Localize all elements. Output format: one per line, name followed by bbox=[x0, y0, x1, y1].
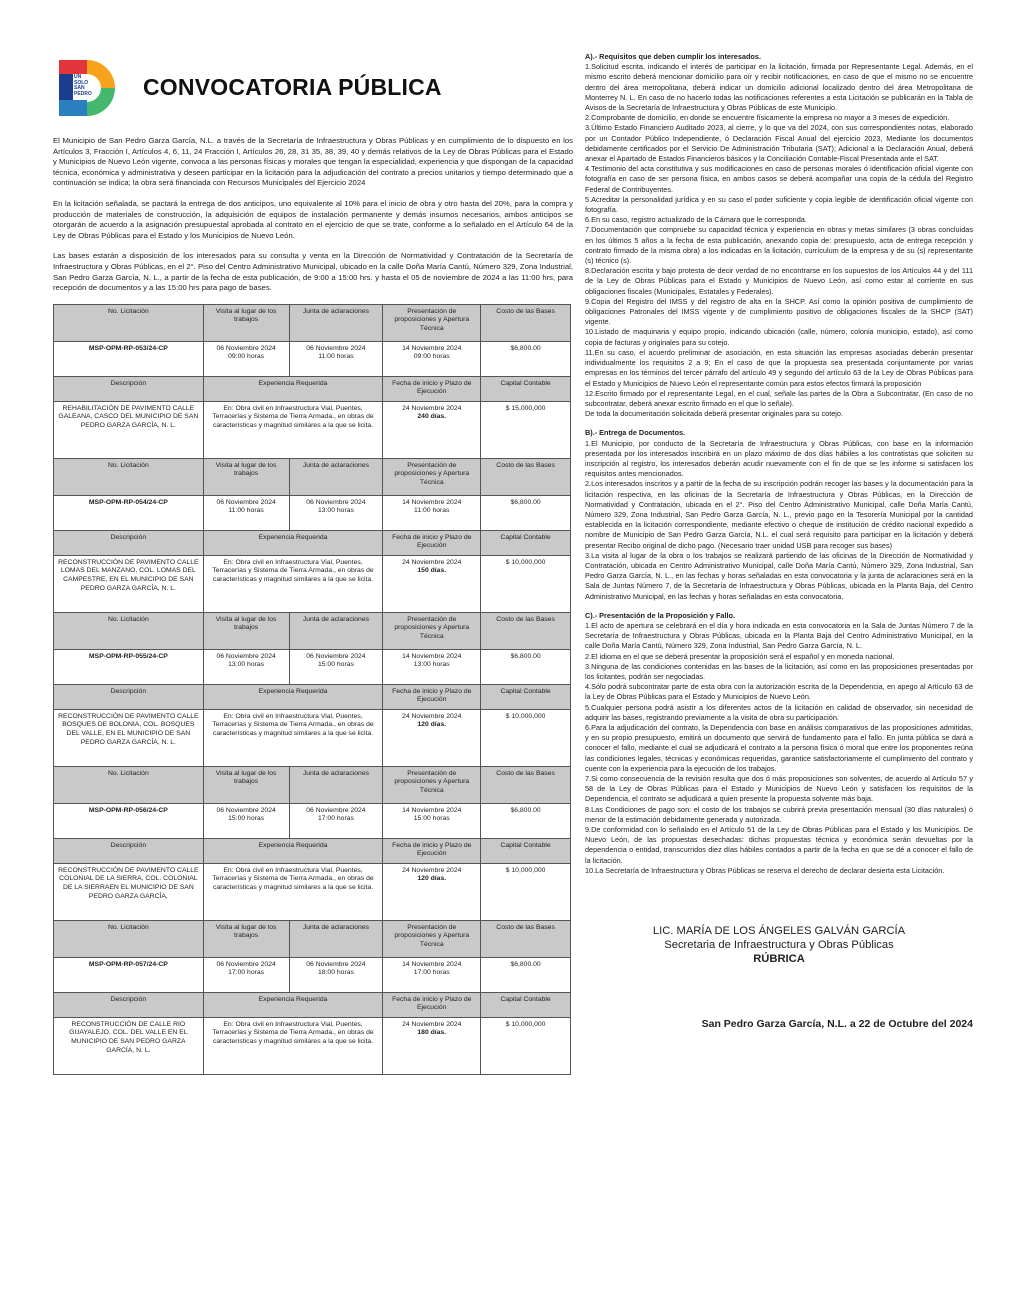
plazo-ejecucion: 150 días. bbox=[417, 567, 447, 575]
section-item: 10.Listado de maquinaria y equipo propio, indicando ubicación (calle, número, colonia municipio, estado), así como copia de facturas y originales para su cotejo. bbox=[585, 327, 973, 347]
costo-bases: $6,800.00 bbox=[481, 957, 571, 992]
header-fecha: Fecha de inicio y Plazo de Ejecución bbox=[383, 992, 481, 1017]
header-descripcion: Descripción bbox=[54, 992, 204, 1017]
table-row bbox=[54, 863, 571, 920]
table-row bbox=[54, 401, 571, 458]
costo-bases: $6,800.00 bbox=[481, 495, 571, 530]
fecha-inicio: 24 Noviembre 2024 180 días. bbox=[383, 1017, 481, 1074]
header-costo: Costo de las Bases bbox=[481, 458, 571, 495]
table-header-row bbox=[54, 304, 571, 341]
header-presentacion: Presentación de proposiciones y Apertura Técnica bbox=[383, 304, 481, 341]
experiencia: En: Obra civil en Infraestructura Vial, Puentes, Terracerías y Sistema de Tierra Armada., en obras de características y magnitud similares a la que se licita. bbox=[203, 401, 383, 458]
section-item: 1.Solicitud escrita, indicando el interés de participar en la licitación, firmada por Representante Legal. Además, en el mismo escrito deberá mencionar domicilio para oír y recibir notificaciones, en caso de que el mismo no se encuentre dentro del área metropolitana, deberá indicar un domicilio adicional localizado dentro del área Metropolitana de Monterrey N. L. En caso de no hacerlo todas las notificaciones referentes a esta Licitación se publicarán en la Tabla de Avisos de la Secretaría de Infraestructura y Obras Públicas de este Municipio. bbox=[585, 62, 973, 113]
licitacion-number: MSP-OPM-RP-053/24-CP bbox=[54, 341, 204, 376]
header-costo: Costo de las Bases bbox=[481, 612, 571, 649]
header-visita: Visita al lugar de los trabajos bbox=[203, 304, 289, 341]
section-item: 8.Declaración escrita y bajo protesta de decir verdad de no encontrarse en los supuestos de los Artículos 44 y del 111 de la Ley de Obras Públicas para el Estado y Municipios de Nuevo León, así como estar al corriente en sus obligaciones fiscales (Municipales, Estatales y Federales). bbox=[585, 266, 973, 296]
visita-date: 06 Noviembre 2024 13:00 horas bbox=[203, 649, 289, 684]
section-item: 5.Cualquier persona podrá asistir a los diferentes actos de la licitación en calidad de observador, sin necesidad de adquirir las bases, registrando previamente a la visita de obra su participación. bbox=[585, 702, 973, 722]
section-item: 2.El idioma en el que se deberá presentar la proposición será el español y en moneda nacional. bbox=[585, 651, 895, 661]
fecha-inicio: 24 Noviembre 2024 150 días. bbox=[383, 555, 481, 612]
header-junta: Junta de aclaraciones bbox=[289, 612, 383, 649]
header-experiencia: Experiencia Requerida bbox=[203, 992, 383, 1017]
section-item: 2.Comprobante de domicilio, en donde se encuentre físicamente la empresa no mayor a 3 meses de expedición. bbox=[585, 113, 950, 123]
header-experiencia: Experiencia Requerida bbox=[203, 684, 383, 709]
header-capital: Capital Contable bbox=[481, 838, 571, 863]
intro-paragraph-1: El Municipio de San Pedro Garza García, N.L. a través de la Secretaría de Infraestructura y Obras Públicas y en cumplimiento de lo dispuesto en los Artículos 3, Fracción I, Artículos 4, 6, 11, 24 Fracción I, Artículos 26, 28, 31 35, 38, 39, 40 y demás relativos de la Ley de Obras Públicas para el Estado y Municipios de Nuevo León vigente, convoca a las personas físicas y morales que tengan la especialidad, experiencia y que dispongan de la capacidad técnica, económica y administrativa y deseen participar en la licitación para la adjudicación del contrato a precios unitarios y tiempo determinado que a continuación se indica; la obra será financiada con Recursos Municipales del Ejercicio 2024 bbox=[53, 136, 573, 188]
capital-contable: $ 10,000,000 bbox=[481, 555, 571, 612]
requirements-sections bbox=[585, 52, 973, 876]
intro-paragraph-2: En la licitación señalada, se pactará la entrega de dos anticipos, uno equivalente al 10% para el inicio de obra y otro hasta del 20%, para la compra y producción de materiales de construcción, la adquisición de equipos de instalación permanente y demás insumos necesarios, ambos anticipos se otorgarán de acuerdo a la asignación presupuestal aprobada al contrato en el ejercicio de que se trate, conforme a lo señalado en el Artículo 64 de la Ley de Obras Públicas para el Estado y los Municipios de Nuevo León. bbox=[53, 198, 573, 240]
section-item: 1.El acto de apertura se celebrará en el día y hora indicada en esta convocatoria en la Sala de Juntas Número 7 de la Secretaría de Infraestructura y Obras Públicas, ubicada en la Planta Baja del Centro Administrativo Municipal, en la calle Doña María Cantú, Número 329, Zona Industrial, San Pedro Garza García, N. L. bbox=[585, 620, 973, 651]
header-capital: Capital Contable bbox=[481, 992, 571, 1017]
section-item: 8.Las Condiciones de pago son: el costo de los trabajos se cubrirá previa presentación mensual (30 días naturales) ó menor de la estimación debidamente generada y autorizada. bbox=[585, 804, 973, 824]
descripcion: RECONSTRUCCIÓN DE CALLE RIO GUAYALEJO, COL. DEL VALLE EN EL MUNICIPIO DE SAN PEDRO GARZA GARCÍA, N. L. bbox=[54, 1017, 204, 1074]
header-capital: Capital Contable bbox=[481, 530, 571, 555]
section-item: 12.Escrito firmado por el representante Legal, en el cual, señale las partes de la Obra a Subcontratar, (En caso de no subcontratar, deberá anexar escrito firmado en el que lo señale). bbox=[585, 388, 973, 408]
header bbox=[53, 52, 573, 122]
section-item: 9.Copia del Registro del IMSS y del registro de alta en la SHCP. Así como la opinión positiva de cumplimiento de obligaciones Patronales del IMSS vigente y de cumplimiento positivo de obligaciones fiscales de la SHCP (SAT) vigente. bbox=[585, 296, 973, 327]
table-row bbox=[54, 555, 571, 612]
section-item: 9.De conformidad con lo señalado en el Artículo 51 de la Ley de Obras Públicas para el Estado y los Municipios. De Nuevo León, de las propuestas desechadas: dichas propuestas técnica y económica serán devueltas por la dependencia o entidad, transcurridos diez días hábiles contados a partir de la fecha en que se dé a conocer el fallo de la licitación. bbox=[585, 825, 973, 865]
header-descripcion: Descripción bbox=[54, 838, 204, 863]
header-descripcion: Descripción bbox=[54, 684, 204, 709]
visita-date: 06 Noviembre 2024 11:00 horas bbox=[203, 495, 289, 530]
header-junta: Junta de aclaraciones bbox=[289, 458, 383, 495]
header-descripcion: Descripción bbox=[54, 376, 204, 401]
table-header-row bbox=[54, 992, 571, 1017]
plazo-ejecucion: 240 días. bbox=[417, 413, 447, 421]
signatory-name: LIC. MARÍA DE LOS ÁNGELES GALVÁN GARCÍA bbox=[652, 925, 906, 938]
junta-date: 06 Noviembre 2024 11:00 horas bbox=[289, 341, 383, 376]
signature-block bbox=[585, 924, 973, 966]
section-item: 3.La visita al lugar de la obra o los trabajos se realizará partiendo de las oficinas de la Dirección de Normatividad y Contratación, ubicada en Centro Administrativo Municipal, calle Doña María Cantú, Número 329, Zona Industrial, San Pedro Garza García, N. L., en las fechas y horas señaladas en esta convocatoria y la junta de aclaraciones será en la Sala de Juntas Número 7, de la Secretaría de Infraestructura y Obras Públicas, ubicada en la Planta Baja, del Centro Administrativo Municipal, en las fechas y horas señaladas en esta convocatoria. bbox=[585, 550, 973, 601]
junta-date: 06 Noviembre 2024 17:00 horas bbox=[289, 803, 383, 838]
section-title: C).- Presentación de la Proposición y Fallo. bbox=[585, 610, 736, 620]
table-row bbox=[54, 957, 571, 992]
header-presentacion: Presentación de proposiciones y Apertura Técnica bbox=[383, 458, 481, 495]
fecha-inicio: 24 Noviembre 2024 120 días. bbox=[383, 709, 481, 766]
header-no-licitacion: No. Licitación bbox=[54, 458, 204, 495]
section-item: De toda la documentación solicitada deberá presentar originales para su cotejo. bbox=[585, 409, 843, 419]
licitacion-number: MSP-OPM-RP-056/24-CP bbox=[54, 803, 204, 838]
fecha-inicio: 24 Noviembre 2024 240 días. bbox=[383, 401, 481, 458]
presentacion-date: 14 Noviembre 2024 17:00 horas bbox=[383, 957, 481, 992]
table-row bbox=[54, 1017, 571, 1074]
section-item: 5.Acreditar la personalidad jurídica y en su caso el poder suficiente y copia legible de identificación oficial vigente con fotografía. bbox=[585, 194, 973, 215]
experiencia: En: Obra civil en Infraestructura Vial, Puentes, Terracerías y Sistema de Tierra Armada., en obras de características y magnitud similares a la que se licita. bbox=[203, 863, 383, 920]
visita-date: 06 Noviembre 2024 09:00 horas bbox=[203, 341, 289, 376]
header-presentacion: Presentación de proposiciones y Apertura Técnica bbox=[383, 766, 481, 803]
visita-date: 06 Noviembre 2024 17:00 horas bbox=[203, 957, 289, 992]
licitacion-number: MSP-OPM-RP-055/24-CP bbox=[54, 649, 204, 684]
section-title: B).- Entrega de Documentos. bbox=[585, 428, 686, 438]
costo-bases: $6,800.00 bbox=[481, 341, 571, 376]
experiencia: En: Obra civil en Infraestructura Vial, Puentes, Terracerías y Sistema de Tierra Armada., en obras de características y magnitud similares a la que se licita. bbox=[203, 1017, 383, 1074]
header-fecha: Fecha de inicio y Plazo de Ejecución bbox=[383, 376, 481, 401]
table-header-row bbox=[54, 530, 571, 555]
section-item: 3.Ninguna de las condiciones contenidas en las bases de la licitación, así como en las proposiciones presentadas por los licitantes, podrán ser negociadas. bbox=[585, 661, 973, 681]
section-item: 4.Testimonio del acta constitutiva y sus modificaciones en caso de personas morales ó identificación oficial vigente con fotografía en caso de ser persona física, en ambos casos se deberá acompañar una copia de la cédula del Registro Federal de Contribuyentes. bbox=[585, 164, 973, 194]
header-junta: Junta de aclaraciones bbox=[289, 304, 383, 341]
fecha-inicio: 24 Noviembre 2024 120 días. bbox=[383, 863, 481, 920]
costo-bases: $6,800.00 bbox=[481, 649, 571, 684]
place-date: San Pedro Garza García, N.L. a 22 de Octubre del 2024 bbox=[701, 1018, 973, 1031]
table-header-row bbox=[54, 376, 571, 401]
intro-paragraph-3: Las bases estarán a disposición de los interesados para su consulta y venta en la Dirección de Normatividad y Contratación de la Secretaría de Infraestructura y Obras Públicas, en el 2°. Piso del Centro Administrativo Municipal, ubicado en la calle Doña María Cantú, Número 329, Zona Industrial, San Pedro Garza García, N. L., a partir de la fecha de esta publicación, de 9:00 a 15:00 hrs. y hasta el 05 de noviembre de 2024 a las 11:00 hrs, para recepción de documentos y a las 15:00 hrs para pago de bases. bbox=[53, 251, 573, 293]
table-header-row bbox=[54, 684, 571, 709]
logo-text-4: PEDRO bbox=[74, 90, 92, 97]
junta-date: 06 Noviembre 2024 18:00 horas bbox=[289, 957, 383, 992]
licitaciones-table bbox=[53, 304, 571, 1075]
section-item: 6.En su caso, registro actualizado de la Cámara que le corresponda. bbox=[585, 215, 807, 225]
logo-text-3: SAN bbox=[74, 85, 85, 92]
table-header-row bbox=[54, 838, 571, 863]
header-no-licitacion: No. Licitación bbox=[54, 920, 204, 957]
plazo-ejecucion: 180 días. bbox=[417, 1029, 447, 1037]
licitacion-number: MSP-OPM-RP-057/24-CP bbox=[54, 957, 204, 992]
section-item: 6.Para la adjudicación del contrato, la Dependencia con base en análisis comparativos de las proposiciones admitidas, y en su propio presupuesto, emitirá un documento que servirá de fundamento para el fallo. En junta pública se dará a conocer el fallo, mediante el cual se adjudicará el contrato a la persona física ó moral que entre los proponentes reúna las condiciones legales, técnicas y económicas requeridas, garantice satisfactoriamente el cumplimiento del contrato y cuente con la experiencia para la ejecución de los trabajos. bbox=[585, 723, 973, 773]
section-item: 7.Si como consecuencia de la revisión resulta que dos ó más proposiciones son solventes, de acuerdo al Artículo 57 y 58 de la Ley de Obras Públicas para el Estado y Municipios de Nuevo León y satisfacen los requisitos de la Dependencia, el contrato se adjudicará a quien presente la propuesta solvente más baja. bbox=[585, 774, 973, 804]
section-item: 2.Los interesados inscritos y a partir de la fecha de su inscripción podrán recoger las bases y la documentación para la licitación respectiva, en las oficinas de la Secretaría de Infraestructura y Obras Públicas, en la Dirección de Normatividad y Contratación, ubicada en el 2°. Piso del Centro Administrativo Municipal, calle Doña María Cantú, Número 329, Zona Industrial, San Pedro Garza García, N. L., previo pago en la Tesorería Municipal por la cantidad establecida en la licitación correspondiente, mediante efectivo o cheque de institución de crédito nacional expedido a nombre de Municipio de San Pedro Garza García, N.L. el cual será requisito para participar en la licitación y deberá presentar Recibo original de dicho pago. (Necesario traer unidad USB para recoger sus bases) bbox=[585, 479, 973, 550]
plazo-ejecucion: 120 días. bbox=[417, 875, 447, 883]
header-costo: Costo de las Bases bbox=[481, 920, 571, 957]
left-column bbox=[53, 52, 573, 1075]
experiencia: En: Obra civil en Infraestructura Vial, Puentes, Terracerías y Sistema de Tierra Armada., en obras de características y magnitud similares a la que se licita. bbox=[203, 555, 383, 612]
header-descripcion: Descripción bbox=[54, 530, 204, 555]
header-visita: Visita al lugar de los trabajos bbox=[203, 766, 289, 803]
section-item: 4.Sólo podrá subcontratar parte de esta obra con la autorización escrita de la Dependencia, en apego al Artículo 63 de la Ley de Obras Públicas para el Estado y Municipios de Nuevo León. bbox=[585, 682, 973, 702]
table-row bbox=[54, 649, 571, 684]
table-header-row bbox=[54, 458, 571, 495]
presentacion-date: 14 Noviembre 2024 15:00 horas bbox=[383, 803, 481, 838]
junta-date: 06 Noviembre 2024 13:00 horas bbox=[289, 495, 383, 530]
table-row bbox=[54, 709, 571, 766]
section-title: A).- Requisitos que deben cumplir los interesados. bbox=[585, 52, 761, 61]
capital-contable: $ 10,000,000 bbox=[481, 709, 571, 766]
header-fecha: Fecha de inicio y Plazo de Ejecución bbox=[383, 530, 481, 555]
signatory-position: Secretaria de Infraestructura y Obras Públicas bbox=[664, 939, 894, 952]
presentacion-date: 14 Noviembre 2024 13:00 horas bbox=[383, 649, 481, 684]
plazo-ejecucion: 120 días. bbox=[417, 721, 447, 729]
header-no-licitacion: No. Licitación bbox=[54, 612, 204, 649]
header-presentacion: Presentación de proposiciones y Apertura Técnica bbox=[383, 612, 481, 649]
header-presentacion: Presentación de proposiciones y Apertura Técnica bbox=[383, 920, 481, 957]
header-experiencia: Experiencia Requerida bbox=[203, 838, 383, 863]
section-item: 1.El Municipio, por conducto de la Secretaría de Infraestructura y Obras Públicas, con base en la información presentada por los interesados inscribirá en un plazo máximo de dos días hábiles a los contratistas que soliciten su inscripción al registro, los interesados deberán acudir nuevamente con el fin de que se les informe si satisfacen los requisitos antes mencionados. bbox=[585, 438, 973, 479]
header-fecha: Fecha de inicio y Plazo de Ejecución bbox=[383, 684, 481, 709]
presentacion-date: 14 Noviembre 2024 09:00 horas bbox=[383, 341, 481, 376]
header-costo: Costo de las Bases bbox=[481, 766, 571, 803]
municipal-logo bbox=[53, 54, 119, 120]
section-item: 7.Documentación que compruebe su capacidad técnica y experiencia en obras y metas similares (3 obras concluidas en los últimos 5 años a la fecha de esta publicación, anexando copia de: presupuesto, acta de entrega recepción y contrato firmado de la misma obra) a los indicadas en la licitación, currículum de la empresa y de su (s) representante (s) técnico (s). bbox=[585, 225, 973, 266]
header-junta: Junta de aclaraciones bbox=[289, 920, 383, 957]
header-junta: Junta de aclaraciones bbox=[289, 766, 383, 803]
header-experiencia: Experiencia Requerida bbox=[203, 530, 383, 555]
capital-contable: $ 10,000,000 bbox=[481, 1017, 571, 1074]
table-row bbox=[54, 341, 571, 376]
costo-bases: $6,800.00 bbox=[481, 803, 571, 838]
header-costo: Costo de las Bases bbox=[481, 304, 571, 341]
header-capital: Capital Contable bbox=[481, 684, 571, 709]
header-no-licitacion: No. Licitación bbox=[54, 766, 204, 803]
rubrica-label: RÚBRICA bbox=[753, 953, 805, 966]
logo-text-1: UN bbox=[74, 74, 82, 80]
section-item: 11.En su caso, el acuerdo preliminar de asociación, en esta situación las empresas asociadas deberán presentar individualmente los requisitos 2 a 9; En el caso de que la propuesta sea presentada conjuntamente por varias empresas en los términos del tercer párrafo del artículo 49 y segundo del artículo 63 de la Ley de Obras Públicas para el Estado y Municipios de Nuevo León el representante común para estos efectos firmará la proposición bbox=[585, 347, 973, 388]
capital-contable: $ 10,000,000 bbox=[481, 863, 571, 920]
presentacion-date: 14 Noviembre 2024 11:00 horas bbox=[383, 495, 481, 530]
junta-date: 06 Noviembre 2024 15:00 horas bbox=[289, 649, 383, 684]
header-visita: Visita al lugar de los trabajos bbox=[203, 920, 289, 957]
table-row bbox=[54, 495, 571, 530]
right-column bbox=[585, 52, 973, 1030]
experiencia: En: Obra civil en Infraestructura Vial, Puentes, Terracerías y Sistema de Tierra Armada., en obras de características y magnitud similares a la que se licita. bbox=[203, 709, 383, 766]
table-header-row bbox=[54, 766, 571, 803]
header-experiencia: Experiencia Requerida bbox=[203, 376, 383, 401]
header-no-licitacion: No. Licitación bbox=[54, 304, 204, 341]
section-item: 10.La Secretaría de Infraestructura y Obras Públicas se reserva el derecho de declarar desierta esta Licitación. bbox=[585, 865, 945, 875]
table-header-row bbox=[54, 920, 571, 957]
table-row bbox=[54, 803, 571, 838]
descripcion: RECONSTRUCCIÓN DE PAVIMENTO CALLE BOSQUES DE BOLONIA, COL. BOSQUES DEL VALLE, EN EL MUNICIPIO DE SAN PEDRO GARZA GARCÍA, N. L. bbox=[54, 709, 204, 766]
page-title: CONVOCATORIA PÚBLICA bbox=[143, 73, 442, 100]
header-visita: Visita al lugar de los trabajos bbox=[203, 612, 289, 649]
section-item: 3.Último Estado Financiero Auditado 2023, al cierre, y lo que va del 2024, con sus correspondientes notas, elaborado por un Contador Público Independiente, ó Declaración Fiscal Anual del ejercicio 2023, Mediante los documentos debidamente certificados por el Servicio De Administración Tributaria (SAT); Adicional a la Declaración Anual, deberá anexar el Apartado de Estados Financieros básicos y la Conciliación Contable-Fiscal Presentada ante el SAT. bbox=[585, 123, 973, 164]
header-fecha: Fecha de inicio y Plazo de Ejecución bbox=[383, 838, 481, 863]
descripcion: RECONSTRUCCIÓN DE PAVIMENTO CALLE COLONIAL DE LA SIERRA, COL. COLONIAL DE LA SIERRAEN EL MUNICIPIO DE SAN PEDRO GARZA GARCÍA, bbox=[54, 863, 204, 920]
capital-contable: $ 15,000,000 bbox=[481, 401, 571, 458]
header-capital: Capital Contable bbox=[481, 376, 571, 401]
logo-text-2: SOLO bbox=[74, 79, 89, 86]
descripcion: REHABILITACIÓN DE PAVIMENTO CALLE GALEANA, CASCO DEL MUNICIPIO DE SAN PEDRO GARZA GARCÍA, N. L. bbox=[54, 401, 204, 458]
intro-text bbox=[53, 136, 573, 294]
licitacion-number: MSP-OPM-RP-054/24-CP bbox=[54, 495, 204, 530]
table-header-row bbox=[54, 612, 571, 649]
descripcion: RECONSTRUCCIÓN DE PAVIMENTO CALLE LOMAS DEL MANZANO, COL. LOMAS DEL CAMPESTRE, EN EL MUNICIPIO DE SAN PEDRO GARZA GARCÍA, N. L. bbox=[54, 555, 204, 612]
header-visita: Visita al lugar de los trabajos bbox=[203, 458, 289, 495]
visita-date: 06 Noviembre 2024 15:00 horas bbox=[203, 803, 289, 838]
